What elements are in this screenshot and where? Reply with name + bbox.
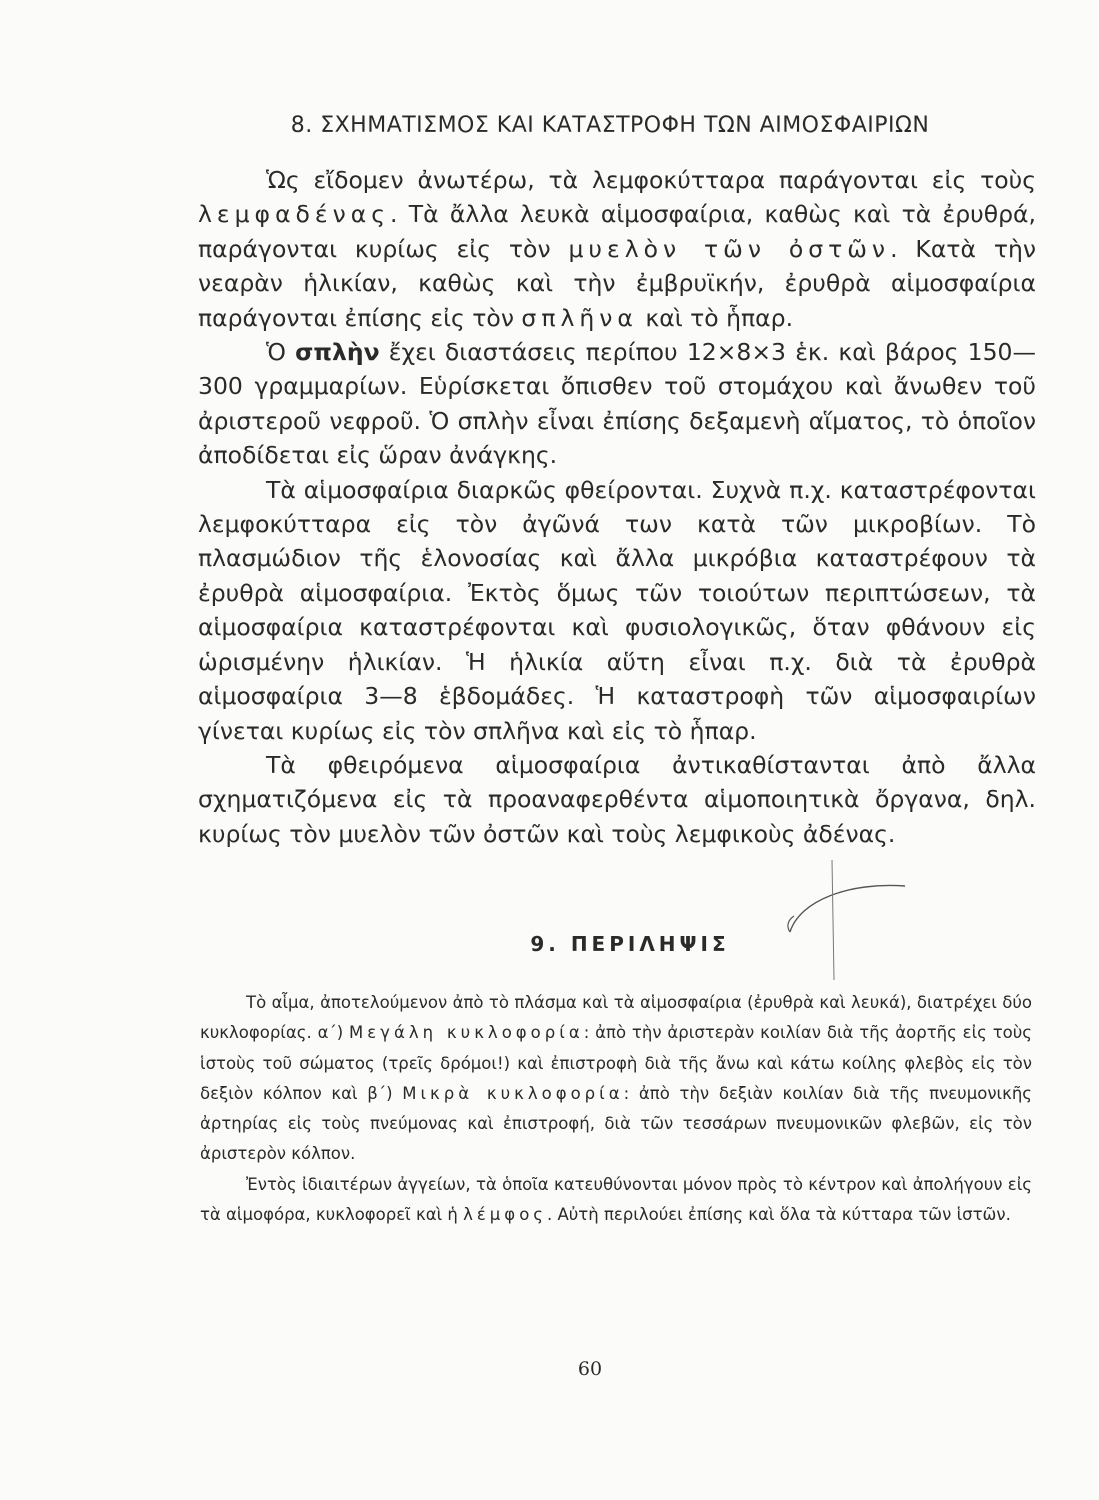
emphasis-spleen: σπλῆνα (521, 303, 638, 332)
text-run: : ἀπὸ τὴν ἀριστερὰν κοιλίαν διὰ τῆς ἀορτῆς εἰς τοὺς ἱστοὺς τοῦ σώματος (τρεῖς δρόμοι!) καὶ ἐπιστροφὴ διὰ τῆς ἄνω καὶ κάτω κοίλης φλεβὸς εἰς τὸν δεξιὸν κόλπον καὶ β΄) (200, 1023, 1032, 1103)
paragraph-2 (198, 335, 1036, 473)
section-8-title: 8. ΣΧΗΜΑΤΙΣΜΟΣ ΚΑΙ ΚΑΤΑΣΤΡΟΦΗ ΤΩΝ ΑΙΜΟΣΦΑΙΡΙΩΝ (290, 113, 930, 139)
emphasis-bone-marrow: μυελὸν τῶν ὀστῶν (568, 234, 891, 263)
emphasis-systemic-circulation: Μεγάλη κυκλοφορία (349, 1023, 584, 1043)
text-run: Ὁ (266, 338, 296, 367)
summary-paragraph-1 (200, 988, 1032, 1170)
bold-term-spleen: σπλὴν (295, 338, 380, 367)
text-run: καὶ τὸ ἧπαρ. (637, 303, 794, 332)
text-run: . Αὐτὴ περιλούει ἐπίσης καὶ ὅλα τὰ κύτταρα τῶν ἱστῶν. (546, 1205, 1011, 1225)
page-number: 60 (577, 1358, 603, 1380)
pen-mark-icon (770, 860, 910, 980)
text-run: Τὸ αἷμα, ἀποτελούμενον ἀπὸ τὸ πλάσμα καὶ τὰ αἱμοσφαίρια (ἐρυθρὰ καὶ λευκά), διατρέχει δύο κυκλοφορίας. α΄) (200, 993, 1032, 1043)
paragraph-4: Τὰ φθειρόμενα αἱμοσφαίρια ἀντικαθίστανται ἀπὸ ἄλλα σχηματιζόμενα εἰς τὰ προαναφερθέντα αἱμοποιητικὰ ὄργανα, δηλ. κυρίως τὸν μυελὸν τῶν ὀστῶν καὶ τοὺς λεμφικοὺς ἀδένας. (198, 750, 1036, 848)
text-run: Ὡς εἴδομεν ἀνωτέρω, τὰ λεμφοκύτταρα παράγονται εἰς τοὺς (266, 166, 1036, 194)
text-run: . Κατὰ τὴν νεαρὰν ἡλικίαν, καθὼς καὶ τὴν ἐμβρυϊκήν, ἐρυθρὰ αἱμοσφαίρια παράγονται ἐπίσης εἰς τὸν (198, 234, 1036, 332)
text-run: . Τὰ ἄλλα λευκὰ αἱμοσφαίρια, καθὼς καὶ τὰ ἐρυθρά, παράγονται κυρίως εἰς τὸν (198, 200, 1036, 263)
paragraph-3: Τὰ αἱμοσφαίρια διαρκῶς φθείρονται. Συχνὰ π.χ. καταστρέφονται λεμφοκύτταρα εἰς τὸν ἀγῶνά των κατὰ τῶν μικροβίων. Τὸ πλασμώδιον τῆς ἑλονοσίας καὶ ἄλλα μικρόβια καταστρέφουν τὰ ἐρυθρὰ αἱμοσφαίρια. Ἐκτὸς ὅμως τῶν τοιούτων περιπτώσεων, τὰ αἱμοσφαίρια καταστρέφονται καὶ φυσιολογικῶς, ὅταν φθάνουν εἰς ὡρισμένην ἡλικίαν. Ἡ ἡλικία αὕτη εἶναι π.χ. διὰ τὰ ἐρυθρὰ αἱμοσφαίρια 3—8 ἑβδομάδες. Ἡ καταστροφὴ τῶν αἱμοσφαιρίων γίνεται κυρίως εἰς τὸν σπλῆνα καὶ εἰς τὸ ἧπαρ. (198, 475, 1036, 745)
paragraph-1 (198, 163, 1036, 335)
emphasis-lymph-nodes: λεμφαδένας (198, 200, 391, 229)
text-run: ἔχει διαστάσεις περίπου 12×8×3 ἑκ. καὶ βάρος 150—300 γραμμαρίων. Εὑρίσκεται ὄπισθεν τοῦ στομάχου καὶ ἄνωθεν τοῦ ἀριστεροῦ νεφροῦ. Ὁ σπλὴν εἶναι ἐπίσης δεξαμενὴ αἵματος, τὸ ὁποῖον ἀποδίδεται εἰς ὥραν ἀνάγκης. (198, 338, 1036, 470)
emphasis-lymph: λέμφος (463, 1205, 547, 1225)
section-9-title: 9. ΠΕΡΙΛΗΨΙΣ (530, 932, 730, 956)
section-9-body (200, 988, 1032, 1230)
summary-paragraph-2 (200, 1170, 1032, 1231)
section-8-body (198, 163, 1036, 851)
emphasis-pulmonary-circulation: Μικρὰ κυκλοφορία (402, 1083, 624, 1103)
text-run: Ἐντὸς ἰδιαιτέρων ἀγγείων, τὰ ὁποῖα κατευθύνονται μόνον πρὸς τὸ κέντρον καὶ ἀπολήγουν εἰς τὰ αἱμοφόρα, κυκλοφορεῖ καὶ ἡ (200, 1174, 1032, 1225)
text-run: : ἀπὸ τὴν δεξιὰν κοιλίαν διὰ τῆς πνευμονικῆς ἀρτηρίας εἰς τοὺς πνεύμονας καὶ ἐπιστροφή, διὰ τῶν τεσσάρων πνευμονικῶν φλεβῶν, εἰς τὸν ἀριστερὸν κόλπον. (200, 1083, 1032, 1164)
